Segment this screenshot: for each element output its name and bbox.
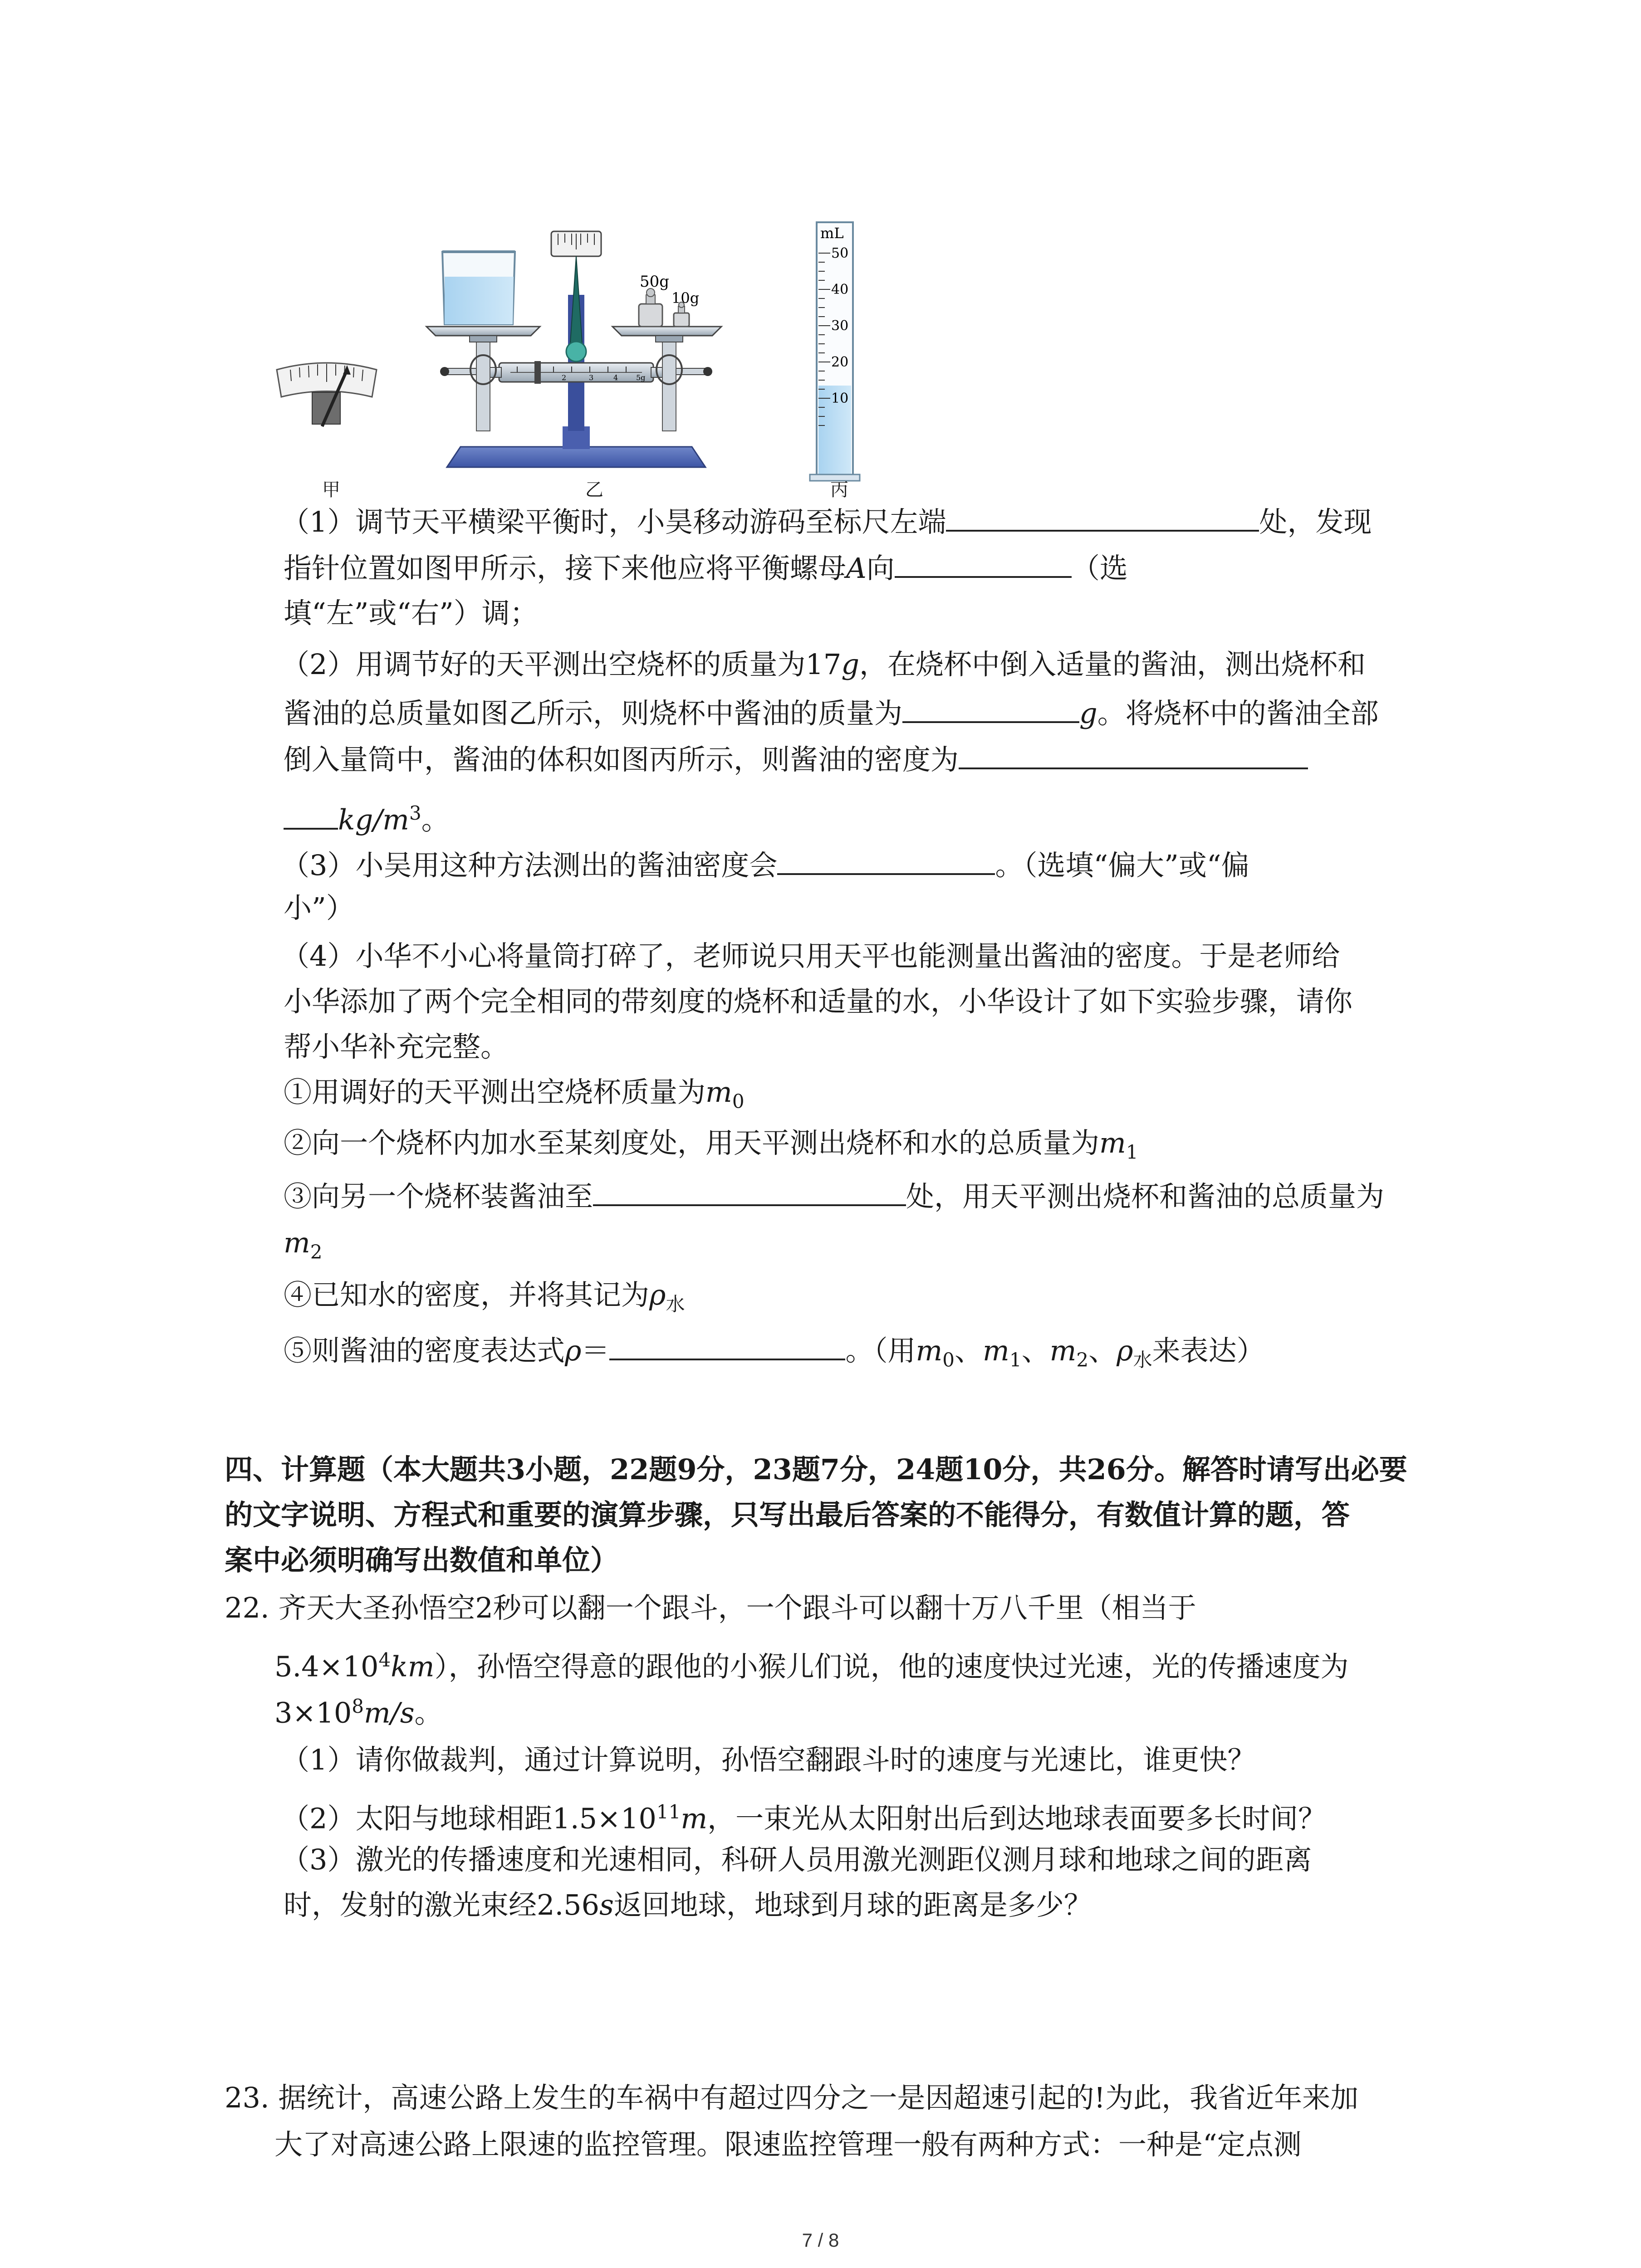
- q21-step5-sub2: 2: [1076, 1349, 1089, 1371]
- pointer-scale-jia: [277, 363, 377, 426]
- q21-step3-line1: [284, 1177, 1384, 1215]
- q21-part1-line2: [284, 549, 1128, 587]
- q21-step5-sep1: 、: [955, 1334, 983, 1367]
- q21-p2-text-e: 倒入量筒中，酱油的体积如图丙所示，则酱油的密度为: [284, 743, 959, 776]
- q22-exp-b: 8: [352, 1695, 364, 1717]
- balance-yi: [426, 231, 721, 467]
- q21-p4-text-b: 小华添加了两个完全相同的带刻度的烧杯和适量的水，小华设计了如下实验步骤，请你: [284, 985, 1353, 1018]
- q21-p1-text-b: 处，发现: [1259, 505, 1372, 538]
- q21-step5-subw: 水: [1133, 1349, 1152, 1371]
- q22-p2-exp: 11: [656, 1801, 681, 1823]
- rider-tick-5: 5g: [636, 373, 646, 382]
- q21-step3-m: m: [284, 1226, 310, 1259]
- q21-p1-text-a: （1）调节天平横梁平衡时，小昊移动游码至标尺左端: [281, 505, 946, 538]
- q22-part3-line1: （3）激光的传播速度和光速相同，科研人员用激光测距仪测月球和地球之间的距离: [281, 1843, 1312, 1876]
- q21-p1-text-c: 指针位置如图甲所示，接下来他应将平衡螺母: [284, 552, 847, 585]
- q21-p2-unit-g: g: [841, 648, 860, 681]
- q22-num-b: 3×10: [274, 1696, 352, 1730]
- answer-blank-density-bias[interactable]: [777, 846, 995, 875]
- q21-p3-text-b: 。（选填“偏大”或“偏: [995, 849, 1249, 882]
- figure-svg: [263, 213, 1488, 503]
- q22-text-1: 齐天大圣孙悟空2秒可以翻一个跟斗，一个跟斗可以翻十万八千里（相当于: [278, 1591, 1196, 1624]
- cylinder-tick-50: 50: [831, 245, 849, 261]
- q21-part3-line1: [281, 846, 1249, 884]
- q21-p3-text-a: （3）小吴用这种方法测出的酱油密度会: [281, 849, 778, 882]
- rider-tick-3: 3: [589, 373, 594, 382]
- q21-step3-text-b: 处，用天平测出烧杯和酱油的总质量为: [906, 1180, 1385, 1213]
- q22-number: 22.: [225, 1591, 269, 1624]
- q21-step5-text-a: ⑤则酱油的密度表达式: [284, 1334, 565, 1367]
- q21-step5-m1: m: [983, 1334, 1009, 1367]
- q22-exp-a: 4: [378, 1649, 391, 1671]
- q22-text-3-end: 。: [414, 1696, 443, 1730]
- q22-part1: （1）请你做裁判，通过计算说明，孙悟空翻跟斗时的速度与光速比，谁更快？: [281, 1743, 1256, 1776]
- q21-part1-line1: [281, 503, 1372, 540]
- q21-p2-text-d: 。将烧杯中的酱油全部: [1097, 697, 1379, 730]
- q21-step5-m0: m: [916, 1334, 943, 1367]
- q23-line1: [225, 2080, 1358, 2116]
- q21-p4-text-a: （4）小华不小心将量筒打碎了，老师说只用天平也能测量出酱油的密度。于是老师给: [281, 939, 1340, 973]
- page-number: 7 / 8: [802, 2229, 839, 2251]
- answer-blank-oil-level[interactable]: [593, 1177, 906, 1206]
- rider-tick-2: 2: [562, 373, 567, 382]
- q21-part4-line2: [284, 983, 1352, 1020]
- q21-step1-text: ①用调好的天平测出空烧杯质量为: [284, 1075, 706, 1109]
- q21-part2-line4: [284, 795, 450, 838]
- q22-line3: [274, 1688, 443, 1731]
- section4-heading-line3: 案中必须明确写出数值和单位）: [225, 1544, 619, 1577]
- q22-p3-unit: s: [599, 1888, 614, 1921]
- q21-step5-sep3: 、: [1088, 1334, 1117, 1367]
- q22-p2-unit: m: [681, 1802, 708, 1835]
- q21-p1-text-d: 向: [866, 552, 895, 585]
- answer-blank-screw-direction[interactable]: [895, 549, 1072, 578]
- q22-part2: [281, 1794, 1326, 1837]
- q22-p2-text-a: （2）太阳与地球相距1.5×10: [281, 1802, 656, 1835]
- q23-line2: 大了对高速公路上限速的监控管理。限速监控管理一般有两种方式：一种是“定点测: [274, 2128, 1302, 2161]
- q22-part3-line2: [284, 1887, 1092, 1923]
- q21-p1-text-e: （选: [1071, 552, 1128, 585]
- q21-part1-line3: [284, 595, 538, 631]
- experiment-figure: [263, 213, 1488, 503]
- q21-step1: [284, 1074, 745, 1119]
- label-jia: 甲: [322, 479, 340, 500]
- q21-step5-m2: m: [1049, 1334, 1077, 1367]
- q21-part4-line3: [284, 1029, 509, 1065]
- cylinder-tick-40: 40: [831, 282, 849, 298]
- q22-unit-km: km: [391, 1650, 435, 1683]
- q21-step4-rho: ρ: [649, 1278, 666, 1311]
- q21-step4-sub: 水: [666, 1293, 685, 1315]
- q21-p1-text-f: 填“左”或“右”）调；: [284, 596, 538, 630]
- q21-step2: [284, 1125, 1138, 1170]
- q21-step2-text: ②向一个烧杯内加水至某刻度处，用天平测出烧杯和水的总质量为: [284, 1126, 1100, 1159]
- graduated-cylinder-bing: [810, 222, 860, 481]
- q22-unit-ms: m/s: [364, 1696, 415, 1730]
- q21-step3-sub: 2: [310, 1241, 323, 1263]
- q22-text-2: ），孙悟空得意的跟他的小猴儿们说，他的速度快过光速，光的传播速度为: [434, 1650, 1349, 1683]
- q21-step5-sub0: 0: [942, 1349, 955, 1371]
- weight-50g-label: 50g: [640, 273, 670, 291]
- cylinder-tick-20: 20: [831, 354, 849, 370]
- q23-text-1: 据统计，高速公路上发生的车祸中有超过四分之一是因超速引起的!为此，我省近年来加: [278, 2081, 1359, 2114]
- q22-p2-text-b: ，一束光从太阳射出后到达地球表面要多长时间？: [707, 1802, 1327, 1835]
- q22-p3-text-c: 返回地球，地球到月球的距离是多少？: [613, 1888, 1092, 1921]
- q21-part2-line3: [284, 740, 1308, 778]
- q22-line2: [274, 1642, 1349, 1685]
- label-bing: 丙: [830, 479, 848, 500]
- q21-step5-equals: ＝: [581, 1334, 610, 1367]
- section4-heading-line2: 的文字说明、方程式和重要的演算步骤，只写出最后答案的不能得分，有数值计算的题，答: [225, 1498, 1350, 1531]
- q21-step3-line2: [284, 1225, 323, 1270]
- q21-step5-text-d: 来表达）: [1152, 1334, 1265, 1367]
- q21-p4-text-c: 帮小华补充完整。: [284, 1030, 509, 1063]
- q21-step5: [284, 1331, 1265, 1378]
- answer-blank-rider-position[interactable]: [946, 503, 1259, 532]
- q21-step5-text-c: 。（用: [845, 1334, 916, 1367]
- q21-p2-unit-g2: g: [1079, 697, 1097, 730]
- q21-step2-sub: 1: [1126, 1141, 1138, 1163]
- q21-p2-density-exp: 3: [409, 802, 421, 824]
- q21-step2-m: m: [1099, 1126, 1126, 1159]
- q21-step5-rho-w: ρ: [1117, 1334, 1133, 1367]
- cylinder-unit: mL: [820, 225, 844, 242]
- q21-step5-sep2: 、: [1021, 1334, 1050, 1367]
- q21-step1-sub: 0: [732, 1090, 745, 1113]
- q21-step1-m: m: [705, 1075, 732, 1109]
- answer-blank-oil-mass[interactable]: [902, 694, 1079, 723]
- q21-part3-line2: [284, 890, 354, 926]
- q21-part2-line1: [281, 646, 1366, 683]
- answer-blank-oil-density-cont[interactable]: [284, 801, 338, 830]
- q21-p2-end: 。: [421, 803, 450, 836]
- q23-number: 23.: [225, 2081, 269, 2114]
- q21-p2-text-c: 酱油的总质量如图乙所示，则烧杯中酱油的质量为: [284, 697, 903, 730]
- q21-step3-text-a: ③向另一个烧杯装酱油至: [284, 1180, 593, 1213]
- rider-tick-4: 4: [613, 373, 618, 382]
- q22-num-a: 5.4×10: [274, 1650, 379, 1683]
- q21-p1-var-a: A: [846, 552, 867, 585]
- q21-step5-rho: ρ: [565, 1334, 582, 1367]
- cylinder-tick-30: 30: [831, 318, 849, 334]
- q21-part2-line2: [284, 694, 1379, 732]
- q21-p2-density-unit: kg/m: [338, 803, 409, 836]
- label-yi: 乙: [585, 479, 603, 500]
- q21-part4-line1: [281, 938, 1340, 974]
- q21-p2-text-b: ，在烧杯中倒入适量的酱油，测出烧杯和: [859, 648, 1366, 681]
- q22-line1: [225, 1590, 1196, 1626]
- answer-blank-oil-density[interactable]: [959, 740, 1308, 769]
- weight-10g-label: 10g: [671, 289, 700, 307]
- q21-step4: [284, 1277, 685, 1322]
- cylinder-tick-10: 10: [831, 391, 849, 406]
- weight-50g: [639, 288, 662, 327]
- q21-p3-text-c: 小”）: [284, 891, 354, 924]
- answer-blank-density-expression[interactable]: [609, 1331, 845, 1360]
- section4-heading-line1: 四、计算题（本大题共3小题，22题9分，23题7分，24题10分，共26分。解答时请写出必要: [225, 1453, 1407, 1486]
- q21-p2-text-a: （2）用调节好的天平测出空烧杯的质量为17: [281, 648, 842, 681]
- q22-p3-text-b: 时，发射的激光束经2.56: [284, 1888, 600, 1921]
- q21-step4-text: ④已知水的密度，并将其记为: [284, 1278, 650, 1311]
- q21-step5-sub1: 1: [1009, 1349, 1022, 1371]
